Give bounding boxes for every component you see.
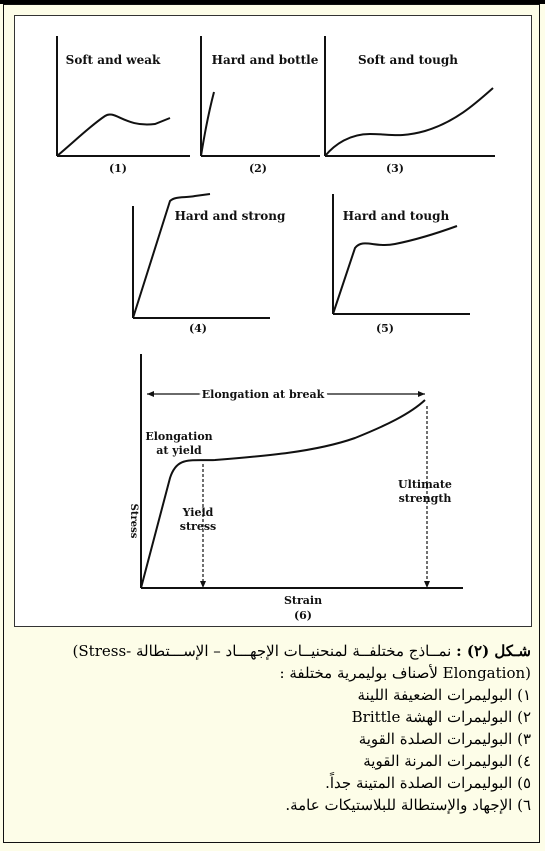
- panel-1: [57, 36, 190, 175]
- elongation-yield-label-2: at yield: [156, 444, 202, 457]
- caption-line-2: (Elongation لأصناف بوليمرية مختلفة :: [279, 664, 531, 682]
- panel-5-title: Hard and tough: [342, 209, 450, 223]
- ultimate-strength-label-1: Ultimate: [398, 478, 452, 491]
- caption-item-2: ٢) البوليمرات الهشة Brittle: [351, 708, 531, 726]
- panel-1-title: Soft and weak: [65, 53, 161, 67]
- yield-stress-label-2: stress: [179, 520, 217, 533]
- strain-axis-label: Strain: [283, 594, 323, 607]
- caption-item-4: ٤) البوليمرات المرنة القوية: [363, 752, 531, 770]
- panel-5-number: (5): [375, 322, 395, 335]
- stress-strain-figure: [14, 15, 532, 627]
- figure-caption: [6, 640, 531, 816]
- caption-item-6: ٦) الإجهاد والإستطالة للبلاستيكات عامة.: [285, 796, 531, 814]
- panel-2-number: (2): [248, 162, 268, 175]
- panel-2: [201, 36, 320, 175]
- panel-6-main: [128, 354, 463, 622]
- figure-svg: [15, 16, 531, 626]
- panel-4-title: Hard and strong: [174, 209, 286, 223]
- caption-line-1: [6, 640, 531, 662]
- caption-item-5: ٥) البوليمرات الصلدة المتينة جداً.: [325, 774, 531, 792]
- stress-axis-label: Stress: [128, 503, 139, 539]
- panel-4: [133, 194, 286, 335]
- panel-5: [333, 194, 470, 335]
- caption-item-3: ٣) البوليمرات الصلدة القوية: [358, 730, 531, 748]
- caption-text-1: نمــاذج مختلفــة لمنحنيــات الإجهـــاد – الإســـتطالة -Stress): [72, 642, 452, 660]
- panel-6-number: (6): [293, 609, 313, 622]
- ultimate-strength-label-2: strength: [398, 492, 452, 505]
- panel-3-title: Soft and tough: [357, 53, 459, 67]
- caption-label: شـكل (٢) :: [456, 642, 531, 660]
- panel-1-number: (1): [108, 162, 128, 175]
- elongation-at-break-label: Elongation at break: [201, 388, 325, 401]
- elongation-yield-label-1: Elongation: [145, 430, 213, 443]
- panel-2-title: Hard and bottle: [211, 53, 319, 67]
- panel-4-number: (4): [188, 322, 208, 335]
- panel-3-number: (3): [385, 162, 405, 175]
- panel-3: [325, 36, 495, 175]
- caption-item-1: ١) البوليمرات الضعيفة اللينة: [357, 686, 531, 704]
- yield-stress-label-1: Yield: [182, 506, 214, 519]
